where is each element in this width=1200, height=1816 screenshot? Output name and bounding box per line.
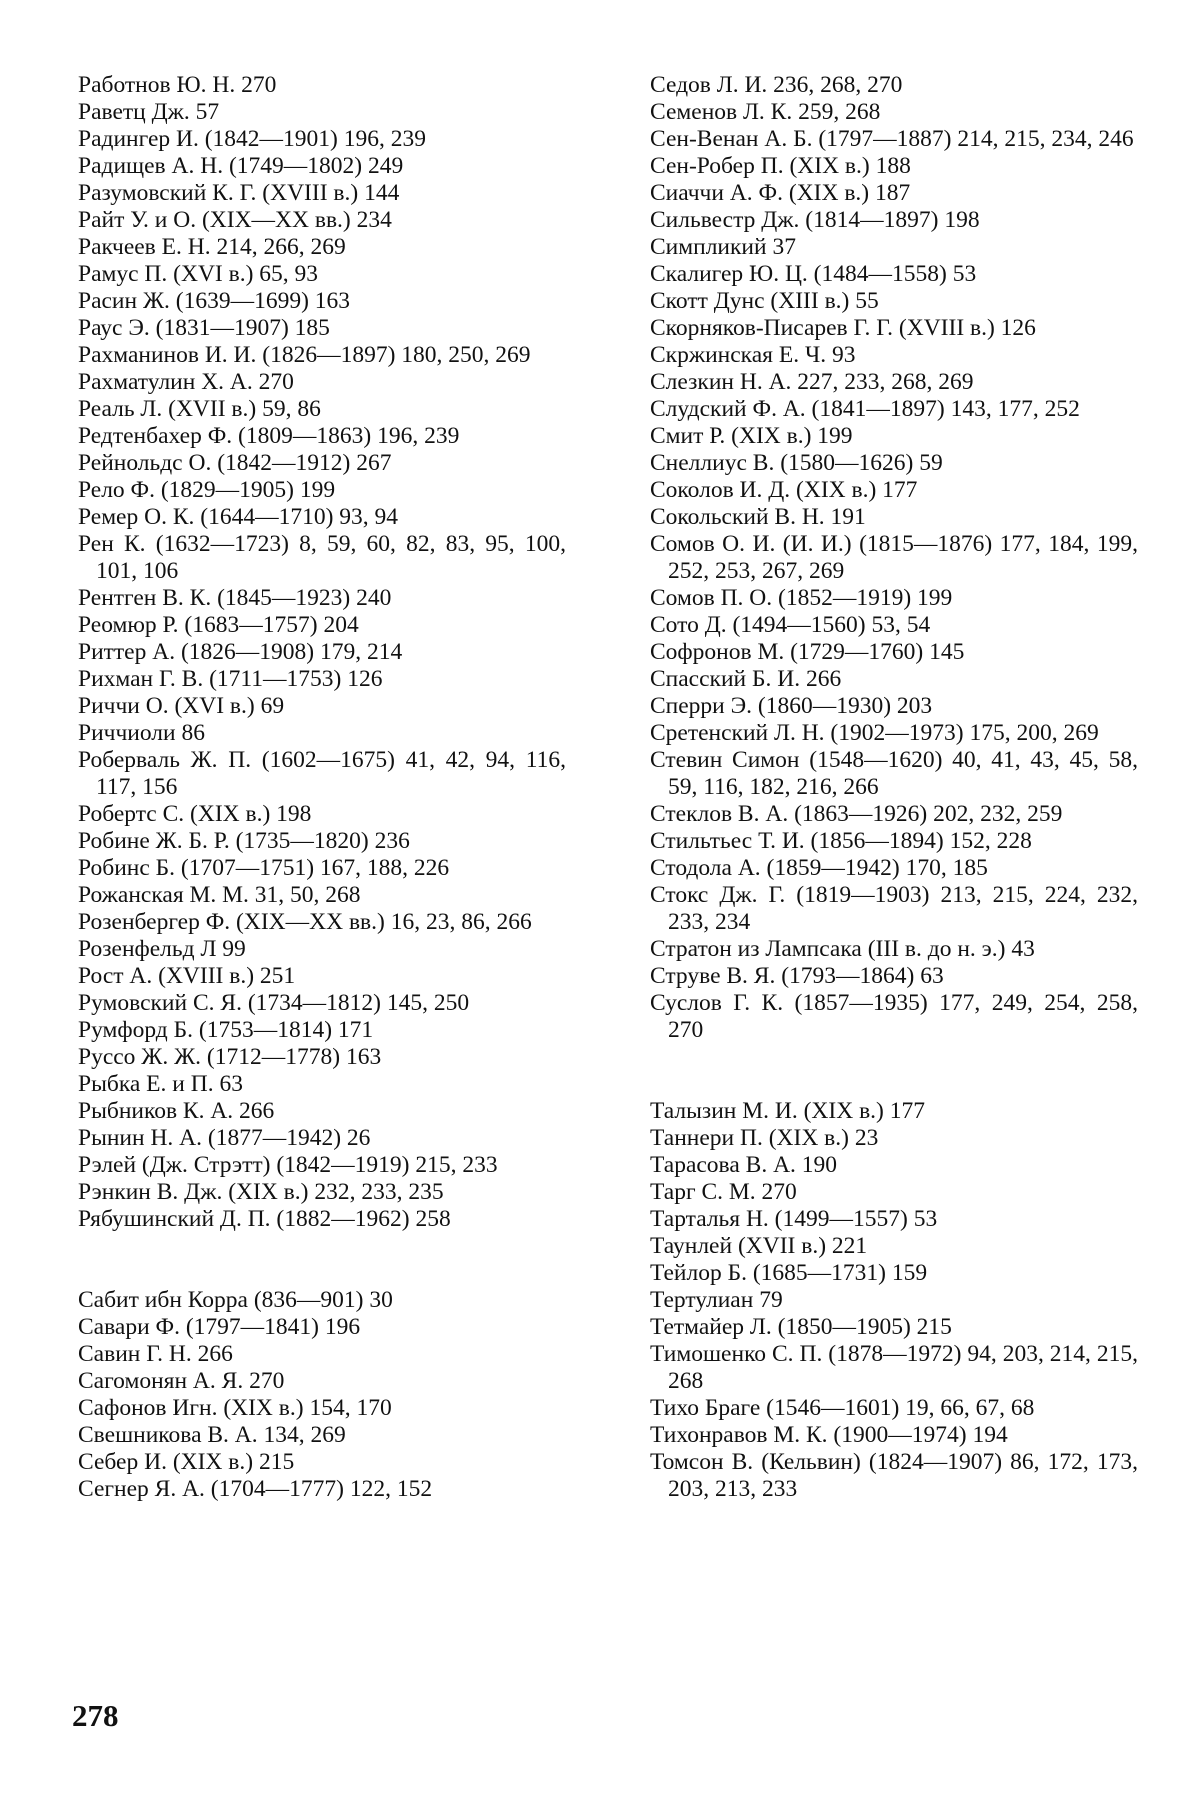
index-entry: Томсон В. (Кельвин) (1824—1907) 86, 172, 173, 203, 213, 233 (650, 1449, 1138, 1502)
index-entry: Свешникова В. А. 134, 269 (78, 1422, 346, 1448)
index-entry: Розенфельд Л 99 (78, 936, 246, 962)
index-entry: Слезкин Н. А. 227, 233, 268, 269 (650, 369, 974, 395)
index-entry: Рейнольдс О. (1842—1912) 267 (78, 450, 392, 476)
index-entry: Стратон из Лампсака (III в. до н. э.) 43 (650, 936, 1035, 962)
index-entry: Снеллиус В. (1580—1626) 59 (650, 450, 943, 476)
index-entry: Рыбка Е. и П. 63 (78, 1071, 243, 1097)
index-entry: Стильтьес Т. И. (1856—1894) 152, 228 (650, 828, 1032, 854)
index-entry: Сомов П. О. (1852—1919) 199 (650, 585, 953, 611)
index-entry: Стевин Симон (1548—1620) 40, 41, 43, 45, 58, 59, 116, 182, 216, 266 (650, 747, 1138, 800)
index-entry: Рентген В. К. (1845—1923) 240 (78, 585, 392, 611)
index-entry: Рост А. (XVIII в.) 251 (78, 963, 296, 989)
index-entry: Тертулиан 79 (650, 1287, 783, 1313)
index-entry: Реомюр Р. (1683—1757) 204 (78, 612, 359, 638)
index-entry: Редтенбахер Ф. (1809—1863) 196, 239 (78, 423, 460, 449)
index-entry: Слудский Ф. А. (1841—1897) 143, 177, 252 (650, 396, 1080, 422)
index-entry: Роберваль Ж. П. (1602—1675) 41, 42, 94, 116, 117, 156 (78, 747, 566, 800)
index-entry: Радингер И. (1842—1901) 196, 239 (78, 126, 426, 152)
group-gap (650, 1044, 1138, 1098)
index-entry: Спасский Б. И. 266 (650, 666, 842, 692)
index-entry: Рыбников К. А. 266 (78, 1098, 275, 1124)
index-entry: Разумовский К. Г. (XVIII в.) 144 (78, 180, 400, 206)
index-entry: Робине Ж. Б. Р. (1735—1820) 236 (78, 828, 410, 854)
index-entry: Робертс С. (XIX в.) 198 (78, 801, 312, 827)
index-entry: Сретенский Л. Н. (1902—1973) 175, 200, 269 (650, 720, 1099, 746)
index-entry: Сабит ибн Корра (836—901) 30 (78, 1287, 393, 1313)
index-entry: Тарасова В. А. 190 (650, 1152, 838, 1178)
index-entry: Раус Э. (1831—1907) 185 (78, 315, 330, 341)
index-entry: Таунлей (XVII в.) 221 (650, 1233, 868, 1259)
index-entry: Рахматулин Х. А. 270 (78, 369, 294, 395)
index-entry: Стокс Дж. Г. (1819—1903) 213, 215, 224, 232, 233, 234 (650, 882, 1138, 935)
index-entry: Тихо Браге (1546—1601) 19, 66, 67, 68 (650, 1395, 1035, 1421)
index-entry: Сафонов Игн. (XIX в.) 154, 170 (78, 1395, 392, 1421)
index-entry: Семенов Л. К. 259, 268 (650, 99, 881, 125)
index-entry: Рахманинов И. И. (1826—1897) 180, 250, 269 (78, 342, 531, 368)
index-entry: Расин Ж. (1639—1699) 163 (78, 288, 351, 314)
page-number: 278 (72, 1698, 119, 1733)
index-entry: Тарг С. М. 270 (650, 1179, 797, 1205)
index-entry: Рябушинский Д. П. (1882—1962) 258 (78, 1206, 451, 1232)
index-entry: Софронов М. (1729—1760) 145 (650, 639, 965, 665)
index-entry: Руссо Ж. Ж. (1712—1778) 163 (78, 1044, 382, 1070)
index-entry: Сен-Робер П. (XIX в.) 188 (650, 153, 911, 179)
index-entry: Стеклов В. А. (1863—1926) 202, 232, 259 (650, 801, 1063, 827)
index-group-r (78, 72, 566, 1233)
index-entry: Тетмайер Л. (1850—1905) 215 (650, 1314, 952, 1340)
index-entry: Работнов Ю. Н. 270 (78, 72, 277, 98)
index-entry: Рожанская М. М. 31, 50, 268 (78, 882, 361, 908)
index-entry: Рамус П. (XVI в.) 65, 93 (78, 261, 319, 287)
index-entry: Тарталья Н. (1499—1557) 53 (650, 1206, 938, 1232)
index-entry: Седов Л. И. 236, 268, 270 (650, 72, 903, 98)
index-entry: Рэлей (Дж. Стрэтт) (1842—1919) 215, 233 (78, 1152, 498, 1178)
index-entry: Сен-Венан А. Б. (1797—1887) 214, 215, 234, 246 (650, 126, 1134, 152)
index-entry: Соколов И. Д. (XIX в.) 177 (650, 477, 918, 503)
index-entry: Тейлор Б. (1685—1731) 159 (650, 1260, 928, 1286)
index-entry: Робинс Б. (1707—1751) 167, 188, 226 (78, 855, 450, 881)
index-entry: Талызин М. И. (XIX в.) 177 (650, 1098, 925, 1124)
index-entry: Реаль Л. (XVII в.) 59, 86 (78, 396, 321, 422)
index-entry: Симпликий 37 (650, 234, 796, 260)
index-entry: Рело Ф. (1829—1905) 199 (78, 477, 336, 503)
index-entry: Сперри Э. (1860—1930) 203 (650, 693, 933, 719)
index-entry: Сиаччи А. Ф. (XIX в.) 187 (650, 180, 911, 206)
index-entry: Риччи О. (XVI в.) 69 (78, 693, 285, 719)
index-entry: Скотт Дунс (XIII в.) 55 (650, 288, 879, 314)
index-entry: Тихонравов М. К. (1900—1974) 194 (650, 1422, 1008, 1448)
index-entry: Розенбергер Ф. (XIX—XX вв.) 16, 23, 86, 266 (78, 909, 532, 935)
index-entry: Савин Г. Н. 266 (78, 1341, 233, 1367)
index-entry: Суслов Г. К. (1857—1935) 177, 249, 254, 258, 270 (650, 990, 1138, 1043)
index-entry: Ракчеев Е. Н. 214, 266, 269 (78, 234, 346, 260)
index-entry: Рихман Г. В. (1711—1753) 126 (78, 666, 383, 692)
index-entry: Савари Ф. (1797—1841) 196 (78, 1314, 361, 1340)
index-entry: Румфорд Б. (1753—1814) 171 (78, 1017, 374, 1043)
index-entry: Сагомонян А. Я. 270 (78, 1368, 285, 1394)
index-entry: Рынин Н. А. (1877—1942) 26 (78, 1125, 371, 1151)
index-entry: Рэнкин В. Дж. (XIX в.) 232, 233, 235 (78, 1179, 444, 1205)
left-column (78, 72, 566, 1503)
index-group-s-continued (650, 72, 1138, 1044)
index-group-s (78, 1287, 566, 1503)
index-entry: Сомов О. И. (И. И.) (1815—1876) 177, 184, 199, 252, 253, 267, 269 (650, 531, 1138, 584)
index-entry: Себер И. (XIX в.) 215 (78, 1449, 295, 1475)
index-entry: Тимошенко С. П. (1878—1972) 94, 203, 214, 215, 268 (650, 1341, 1138, 1394)
index-entry: Сегнер Я. А. (1704—1777) 122, 152 (78, 1476, 433, 1502)
index-entry: Сильвестр Дж. (1814—1897) 198 (650, 207, 980, 233)
index-entry: Радищев А. Н. (1749—1802) 249 (78, 153, 404, 179)
index-entry: Райт У. и О. (XIX—XX вв.) 234 (78, 207, 392, 233)
index-entry: Рен К. (1632—1723) 8, 59, 60, 82, 83, 95, 100, 101, 106 (78, 531, 566, 584)
index-group-t (650, 1098, 1138, 1503)
index-entry: Ремер О. К. (1644—1710) 93, 94 (78, 504, 399, 530)
index-entry: Румовский С. Я. (1734—1812) 145, 250 (78, 990, 470, 1016)
index-entry: Риччиоли 86 (78, 720, 205, 746)
index-entry: Скорняков-Писарев Г. Г. (XVIII в.) 126 (650, 315, 1036, 341)
index-entry: Струве В. Я. (1793—1864) 63 (650, 963, 944, 989)
group-gap (78, 1233, 566, 1287)
index-entry: Раветц Дж. 57 (78, 99, 220, 125)
index-entry: Сото Д. (1494—1560) 53, 54 (650, 612, 931, 638)
index-entry: Скалигер Ю. Ц. (1484—1558) 53 (650, 261, 977, 287)
index-entry: Стодола А. (1859—1942) 170, 185 (650, 855, 988, 881)
index-entry: Сокольский В. Н. 191 (650, 504, 866, 530)
index-entry: Скржинская Е. Ч. 93 (650, 342, 856, 368)
index-entry: Риттер А. (1826—1908) 179, 214 (78, 639, 403, 665)
index-entry: Таннери П. (XIX в.) 23 (650, 1125, 879, 1151)
right-column (650, 72, 1138, 1503)
index-entry: Смит Р. (XIX в.) 199 (650, 423, 853, 449)
